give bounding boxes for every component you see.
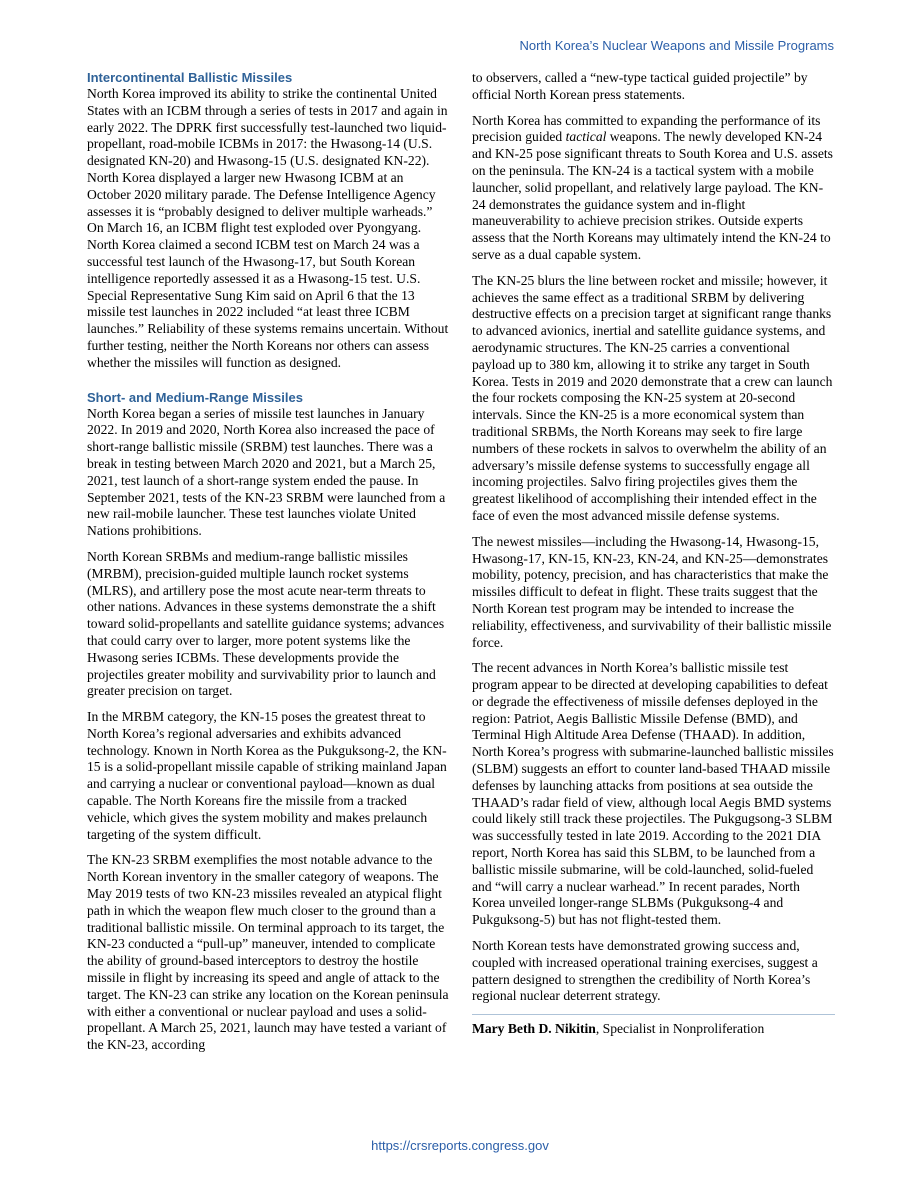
right-column — [472, 70, 835, 1047]
paragraph: to observers, called a “new-type tactical guided projectile” by official North Korean press statements. — [472, 70, 808, 102]
footer-url[interactable]: https://crsreports.congress.gov — [371, 1138, 549, 1153]
paragraph: North Korea began a series of missile test launches in January 2022. In 2019 and 2020, North Korea also increased the pace of short-range ballistic missile (SRBM) test launches. There was a break in testing between March 2020 and 2021, but a March 25, 2021, test launch of a short-range system ended the pause. In September 2021, tests of the KN-23 SRBM were launched from a new rail-mobile launcher. These test launches violate United Nations prohibitions. — [87, 405, 446, 539]
author-line — [472, 1021, 835, 1038]
paragraph: The newest missiles—including the Hwasong-14, Hwasong-15, Hwasong-17, KN-15, KN-23, KN-24, and KN-25—demonstrates mobility, potency, precision, and has characteristics that make the missiles difficult to defeat in flight. These traits suggest that the North Korean test program may be intended to increase the reliability, effectiveness, and survivability of their ballistic missile force. — [472, 533, 832, 650]
emphasis-text: tactical — [565, 129, 607, 145]
paragraph: The KN-23 SRBM exemplifies the most notable advance to the North Korean inventory in the smaller category of weapons. The May 2019 tests of two KN-23 missiles revealed an atypical flight path in which the weapon flew much closer to the ground than a traditional ballistic missile. On terminal approach to its target, the KN-23 conducted a “pull-up” maneuver, intended to complicate the ability of ground-based interceptors to destroy the hostile missile in flight by increasing its speed and angle of attack to the target. The KN-23 can strike any location on the Korean peninsula with either a conventional or nuclear payload and uses a solid-propellant. A March 25, 2021, launch may have tested a variant of the KN-23, according — [87, 852, 449, 1053]
paragraph: In the MRBM category, the KN-15 poses the greatest threat to North Korea’s regional adversaries and exhibits advanced technology. Known in North Korea as the Pukguksong-2, the KN-15 is a solid-propellant missile capable of striking mainland Japan and carrying a nuclear or conventional payload—known as dual capable. The North Koreans fire the missile from a tracked vehicle, which gives the system mobility and makes prelaunch targeting of the system difficult. — [87, 709, 447, 842]
author-title: , Specialist in Nonproliferation — [595, 1021, 765, 1037]
section-heading-icbm: Intercontinental Ballistic Missiles — [87, 70, 293, 85]
paragraph: North Korean tests have demonstrated growing success and, coupled with increased operational training exercises, suggest a pattern designed to strengthen the credibility of North Korea’s regional nuclear deterrent strategy. — [472, 938, 818, 1004]
paragraph: The recent advances in North Korea’s ballistic missile test program appear to be directed at developing capabilities to defeat or degrade the effectiveness of missile defenses deployed in the region: Patriot, Aegis Ballistic Missile Defense (BMD), and Terminal High Altitude Area Defense (THAAD). In addition, North Korea’s progress with submarine-launched ballistic missiles (SLBM) suggests an effort to counter land-based THAAD missile defenses by launching attacks from positions at sea outside the THAAD’s radar field of view, although local Aegis BMD systems could likely still track these projectiles. The Pukgugsong-3 SLBM was successfully tested in late 2019. According to the 2021 DIA report, North Korea has said this SLBM, to be launched from a ballistic missile submarine, will be cold-launched, solid-fueled and “will carry a nuclear warhead.” In recent parades, North Korea unveiled longer-range SLBMs (Pukguksong-4 and Pukguksong-5) but has not flight-tested them. — [472, 660, 834, 928]
author-divider — [472, 1014, 835, 1015]
left-column — [87, 70, 450, 1063]
paragraph: The KN-25 blurs the line between rocket and missile; however, it achieves the same effect as a traditional SRBM by delivering destructive effects on a precision target at significant range thanks to advanced avionics, inertial and satellite guidance systems, and aerodynamic structures. The KN-25 carries a conventional payload up to 380 km, allowing it to strike any target in South Korea. Tests in 2019 and 2020 demonstrate that a crew can launch the four rockets composing the KN-25 system at 20-second intervals. Since the KN-25 is a more economical system than traditional SRBMs, the North Koreans may seek to fire large numbers of these rockets in salvos to overwhelm the ability of an adversary’s missile defense systems to successfully engage all incoming projectiles. Salvo firing projectiles gives them the greatest likelihood of accomplishing their intended effect in the face of even the most advanced missile defense systems. — [472, 272, 833, 523]
running-header: North Korea’s Nuclear Weapons and Missile Programs — [519, 38, 834, 53]
paragraph — [472, 113, 835, 264]
paragraph-text: weapons. The newly developed KN-24 and KN-25 pose significant threats to South Korea and U.S. assets on the peninsula. The KN-24 is a tactical system with a mobile launcher, solid propellant, and relatively large payload. The KN-24 demonstrates the guidance system and in-flight maneuverability to achieve precision strikes. Outside experts assess that the North Koreans may ultimately intend the KN-24 to serve as a dual capable system. — [472, 129, 833, 262]
author-name: Mary Beth D. Nikitin — [472, 1021, 596, 1037]
section-heading-short-medium-range: Short- and Medium-Range Missiles — [87, 389, 303, 405]
paragraph-text: North Korea has committed to expanding the performance of its precision guided — [472, 112, 821, 145]
paragraph: North Korea improved its ability to strike the continental United States with an ICBM through a series of tests in 2017 and again in early 2022. The DPRK first successfully test-launched two liquid-propellant, road-mobile ICBMs in 2017: the Hwasong-14 (U.S. designated KN-20) and Hwasong-15 (U.S. designated KN-22). North Korea displayed a larger new Hwasong ICBM at an October 2020 military parade. The Defense Intelligence Agency assesses it is “probably designed to deliver multiple warheads.” On March 16, an ICBM flight test exploded over Pyongyang. North Korea claimed a second ICBM test on March 24 was a successful test launch of the Hwasong-17, but South Korean intelligence reportedly assessed it as a Hwasong-15 test. U.S. Special Representative Sung Kim said on April 6 that the 13 missile test launches in 2022 included “at least three ICBM launches.” Reliability of these systems remains uncertain. Without further testing, neither the North Koreans nor others can assess whether the missiles will function as designed. — [87, 86, 449, 370]
paragraph: North Korean SRBMs and medium-range ballistic missiles (MRBM), precision-guided multiple launch rocket systems (MLRS), and artillery pose the most acute near-term threats to other nations. Advances in these systems demonstrate the a shift toward solid-propellants and satellite guidance systems; advances that could carry over to larger, more potent systems like the Hwasong series ICBMs. These developments provide the projectiles greater mobility and survivability prior to launch and greater precision on target. — [87, 548, 445, 699]
